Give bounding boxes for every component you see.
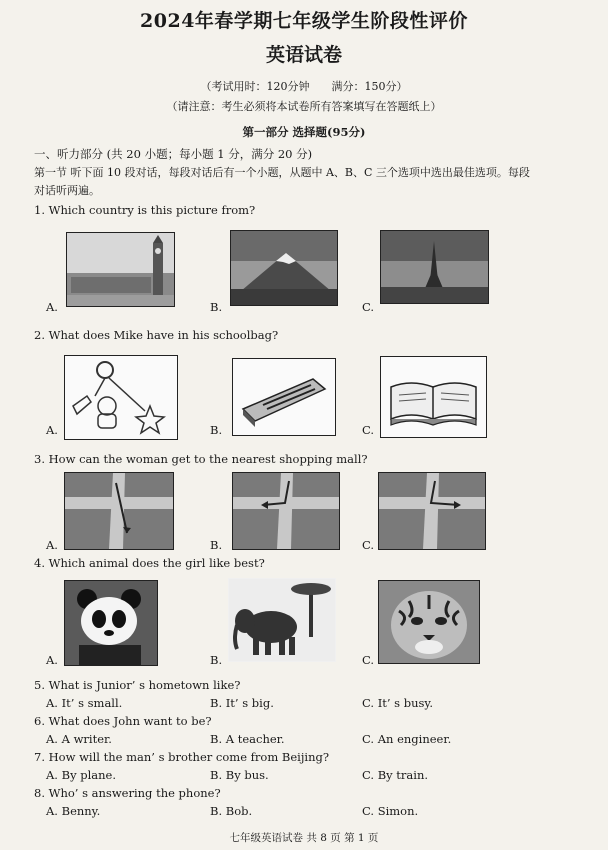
q7-option-a: A. By plane. — [46, 768, 116, 782]
question-1 — [34, 203, 255, 217]
elephant-icon — [228, 578, 336, 662]
question-text: Who’ s answering the phone? — [48, 786, 221, 800]
exam-title: 2024年春学期七年级学生阶段性评价 — [140, 10, 468, 32]
q4-option-a: A. — [46, 653, 58, 667]
q8-option-c: C. Simon. — [362, 804, 419, 818]
question-text: What does John want to be? — [48, 714, 212, 728]
big-ben-icon — [66, 232, 175, 307]
q5-option-c: C. It’ s busy. — [362, 696, 434, 710]
question-number: 8. — [34, 786, 45, 800]
q3-option-a: A. — [46, 538, 58, 552]
question-5 — [34, 678, 240, 692]
tiger-icon — [378, 580, 480, 664]
question-number: 5. — [34, 678, 45, 692]
q4-option-b: B. — [210, 653, 223, 667]
q6-option-a: A. A writer. — [46, 732, 112, 746]
mount-fuji-icon — [230, 230, 338, 306]
panda-icon — [64, 580, 158, 666]
exam-note: （请注意：考生必须将本试卷所有答案填写在答题纸上） — [166, 100, 442, 113]
q2-option-b: B. — [210, 423, 223, 437]
q8-option-b: B. Bob. — [210, 804, 253, 818]
question-text: How can the woman get to the nearest shopping mall? — [48, 452, 368, 466]
question-2 — [34, 328, 278, 342]
part-title: 第一部分 选择题(95分) — [242, 125, 366, 139]
map-route-icon — [232, 472, 340, 550]
question-8 — [34, 786, 221, 800]
q1-option-c: C. — [362, 300, 375, 314]
question-number: 4. — [34, 556, 45, 570]
question-number: 7. — [34, 750, 45, 764]
map-route-icon — [378, 472, 486, 550]
q4-option-c: C. — [362, 653, 375, 667]
question-6 — [34, 714, 212, 728]
q6-option-b: B. A teacher. — [210, 732, 285, 746]
question-7 — [34, 750, 329, 764]
q1-option-b: B. — [210, 300, 223, 314]
q8-option-a: A. Benny. — [46, 804, 101, 818]
question-4 — [34, 556, 265, 570]
question-number: 6. — [34, 714, 45, 728]
q3-option-b: B. — [210, 538, 223, 552]
q6-option-c: C. An engineer. — [362, 732, 452, 746]
pencil-case-icon — [232, 358, 336, 436]
exam-info: （考试用时：120分钟 满分：150分） — [200, 80, 408, 93]
question-text: How will the man’ s brother come from Beijing? — [48, 750, 329, 764]
q5-option-b: B. It’ s big. — [210, 696, 274, 710]
question-text: What is Junior’ s hometown like? — [48, 678, 241, 692]
question-text: What does Mike have in his schoolbag? — [48, 328, 279, 342]
exam-subtitle: 英语试卷 — [265, 44, 342, 66]
q7-option-c: C. By train. — [362, 768, 429, 782]
eiffel-tower-icon — [380, 230, 489, 304]
q5-option-a: A. It’ s small. — [46, 696, 123, 710]
question-text: Which country is this picture from? — [48, 203, 256, 217]
question-text: Which animal does the girl like best? — [48, 556, 265, 570]
page-footer: 七年级英语试卷 共 8 页 第 1 页 — [229, 832, 379, 844]
section-title: 一、听力部分 (共 20 小题；每小题 1 分，满分 20 分) — [34, 147, 313, 161]
book-icon — [380, 356, 487, 438]
section-instruction-line1: 第一节 听下面 10 段对话，每段对话后有一个小题，从题中 A、B、C 三个选项中选出最佳选项。每段 — [34, 166, 530, 179]
keychain-icon — [64, 355, 178, 440]
q7-option-b: B. By bus. — [210, 768, 269, 782]
q1-option-a: A. — [46, 300, 58, 314]
q2-option-c: C. — [362, 423, 375, 437]
map-route-icon — [64, 472, 174, 550]
question-3 — [34, 452, 368, 466]
section-instruction-line2: 对话听两遍。 — [34, 184, 100, 197]
q3-option-c: C. — [362, 538, 375, 552]
question-number: 3. — [34, 452, 45, 466]
question-number: 1. — [34, 203, 45, 217]
q2-option-a: A. — [46, 423, 58, 437]
question-number: 2. — [34, 328, 45, 342]
